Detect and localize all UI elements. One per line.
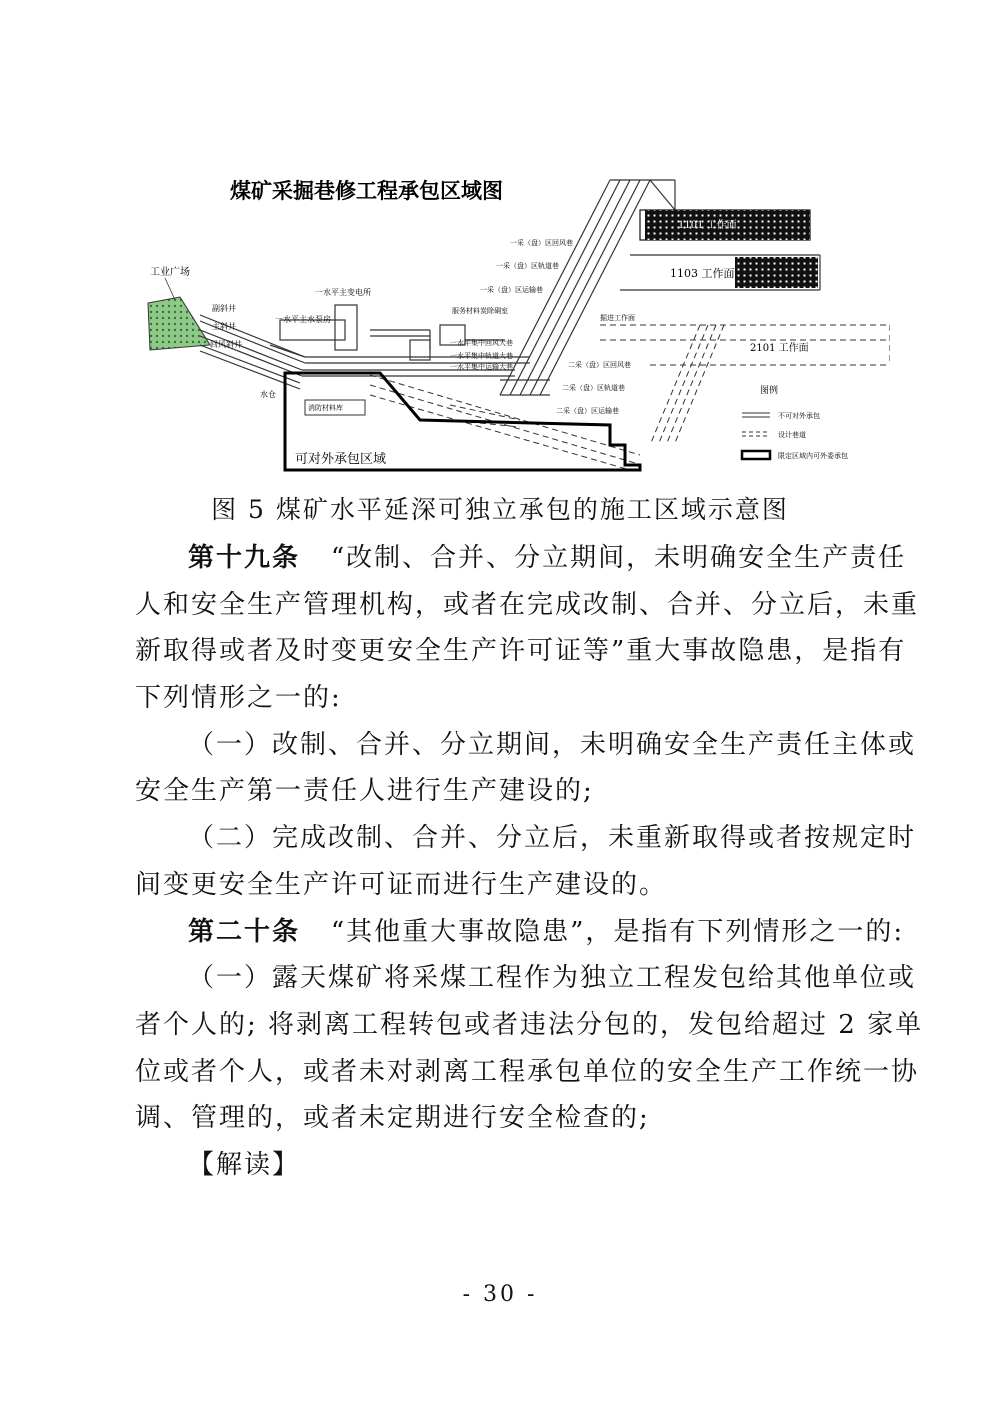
article-20-text: “其他重大事故隐患”，是指有下列情形之一的: [330, 916, 905, 947]
label-panel-return: 一采（盘）区回风巷 [510, 239, 573, 247]
page-number: - 30 - [462, 1282, 538, 1307]
legend-title: 图例 [760, 386, 779, 396]
label-panel2-return: 二采（盘）区回风巷 [568, 361, 631, 369]
legend-item-3: 限定区域内可外委承包 [778, 452, 848, 460]
label-pump-house: 一水平主水泵房 [275, 315, 331, 324]
label-return-main: 一水平集中回风大巷 [450, 339, 513, 347]
label-industrial-square: 工业广场 [150, 267, 190, 278]
label-haulage-main: 一水平集中运输大巷 [450, 363, 513, 371]
label-sump: 水仓 [260, 390, 276, 399]
label-fire-store: 消防材料库 [308, 404, 343, 412]
item-2-line-1: （二）完成改制、合并、分立后，未重新取得或者按规定时 [188, 823, 917, 854]
article-19-heading: 第十九条 [188, 543, 301, 573]
label-panel-haulage: 一采（盘）区运输巷 [480, 286, 543, 294]
figure-caption: 图 5 煤矿水平延深可独立承包的施工区域示意图 [211, 495, 789, 524]
diagram-svg [130, 165, 890, 485]
label-panel-track: 一采（盘）区轨道巷 [496, 262, 559, 270]
item-20-1-line-1: （一）露天煤矿将采煤工程作为独立工程发包给其他单位或 [188, 963, 917, 994]
label-outsourcing-area: 可对外承包区域 [295, 452, 387, 467]
label-substation: 一水平主变电所 [315, 288, 371, 297]
paragraph-19-line-1 [135, 535, 907, 582]
industrial-square [148, 297, 210, 350]
label-chamber: 服务材料炭除硐室 [452, 307, 508, 315]
label-face-1103: 1103 工作面 [670, 267, 735, 280]
label-return-shaft: 回风斜井 [210, 340, 242, 349]
designed-roadways [370, 325, 890, 470]
interpretation-heading: 【解读】 [188, 1149, 301, 1180]
label-panel2-haulage: 二采（盘）区运输巷 [556, 407, 619, 415]
label-main-shaft: 主斜井 [212, 322, 236, 331]
mine-area-diagram [130, 165, 890, 485]
label-auxiliary-shaft: 副斜井 [212, 304, 236, 313]
face-1103-mined [735, 257, 818, 288]
paragraph-20-line-1 [135, 909, 905, 956]
label-panel2-track: 二采（盘）区轨道巷 [562, 384, 625, 392]
paragraph-19-line-3: 新取得或者及时变更安全生产许可证等”重大事故隐患，是指有 [135, 636, 907, 667]
legend-item-1: 不可对外承包 [778, 412, 820, 420]
item-1-line-2: 安全生产第一责任人进行生产建设的; [135, 776, 594, 807]
paragraph-19-line-2: 人和安全生产管理机构，或者在完成改制、合并、分立后，未重 [135, 589, 920, 620]
label-heading-1: 掘进工作面 [600, 314, 635, 322]
item-20-1-line-4: 调、管理的，或者未定期进行安全检查的; [135, 1103, 650, 1134]
legend [742, 384, 848, 460]
label-track-main: 一水平集中轨道大巷 [450, 352, 513, 360]
item-20-1-line-3: 位或者个人，或者未对剥离工程承包单位的安全生产工作统一协 [135, 1056, 920, 1087]
legend-item-2: 设计巷道 [778, 431, 806, 439]
item-2-line-2: 间变更安全生产许可证而进行生产建设的。 [135, 869, 668, 900]
item-20-1-line-2: 者个人的; 将剥离工程转包或者违法分包的，发包给超过 2 家单 [135, 1009, 924, 1040]
figure-title: 煤矿采掘巷修工程承包区域图 [230, 179, 503, 203]
label-face-2101: 2101 工作面 [750, 343, 809, 354]
label-face-1101: 1101 工作面 [678, 220, 737, 231]
article-19-text: “改制、合并、分立期间，未明确安全生产责任 [330, 543, 907, 573]
body-text [135, 535, 924, 1189]
article-20-heading: 第二十条 [188, 916, 301, 947]
paragraph-19-line-4: 下列情形之一的: [135, 683, 342, 714]
item-1-line-1: （一）改制、合并、分立期间，未明确安全生产责任主体或 [188, 729, 917, 760]
